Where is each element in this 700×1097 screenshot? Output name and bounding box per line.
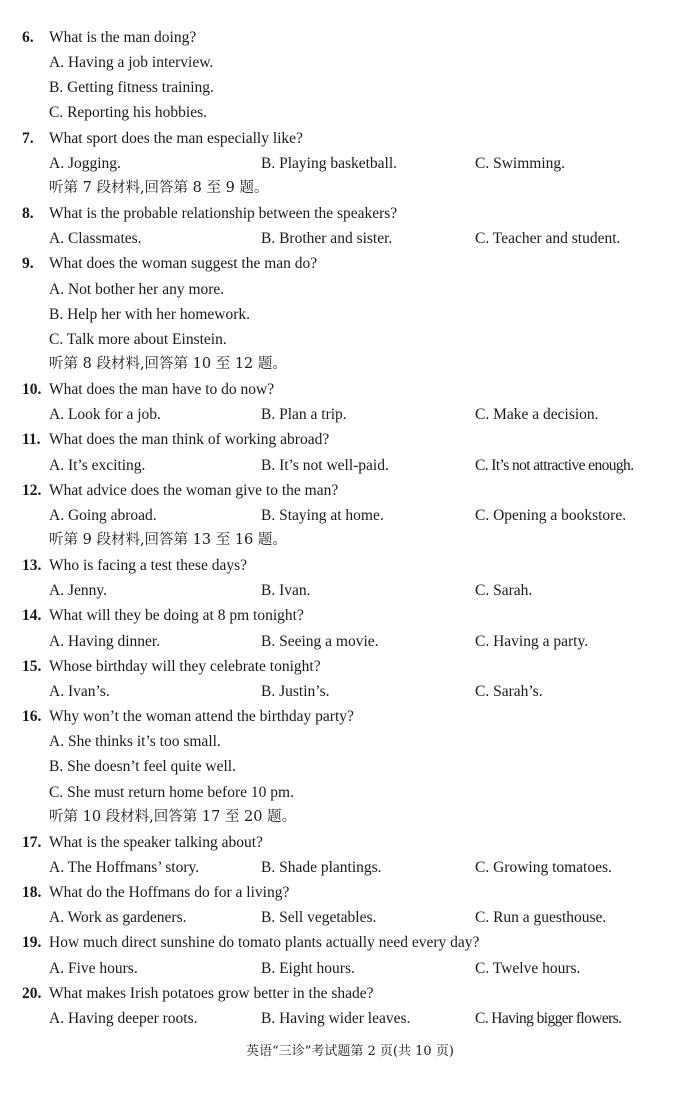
- question-number: 20.: [22, 984, 42, 1002]
- question-text: What makes Irish potatoes grow better in the shade?: [49, 984, 374, 1002]
- answer-option-c: C. Talk more about Einstein.: [49, 330, 227, 348]
- section-instruction: [0, 805, 700, 830]
- options-row: [0, 956, 700, 981]
- answer-option-c: C. Having bigger flowers.: [475, 1009, 622, 1027]
- question-text: What advice does the woman give to the man?: [49, 481, 339, 499]
- answer-option-b: B. Seeing a movie.: [261, 632, 379, 650]
- answer-option-b: B. Playing basketball.: [261, 154, 398, 172]
- options-row: [0, 503, 700, 528]
- question-stem: [0, 553, 700, 578]
- question-text: What does the man think of working abroad?: [49, 431, 330, 449]
- question-text: Why won’t the woman attend the birthday party?: [49, 708, 354, 726]
- answer-option-b: B. Plan a trip.: [261, 406, 347, 424]
- answer-option-a: A. Having a job interview.: [49, 54, 214, 72]
- question-number: 17.: [22, 833, 42, 851]
- question-number: 15.: [22, 657, 42, 675]
- answer-option-c: C. Make a decision.: [475, 406, 599, 424]
- options-row: [0, 151, 700, 176]
- answer-option-b: B. Ivan.: [261, 582, 311, 600]
- section-instruction-text: 听第 9 段材料,回答第 13 至 16 题。: [49, 532, 287, 548]
- question-text: What does the man have to do now?: [49, 381, 275, 399]
- question-text: What do the Hoffmans do for a living?: [49, 884, 290, 902]
- question-number: 8.: [22, 205, 34, 223]
- question-number: 9.: [22, 255, 34, 273]
- answer-option-c: C. Reporting his hobbies.: [49, 104, 208, 122]
- answer-option-c: C. Having a party.: [475, 632, 589, 650]
- answer-option-a: A. Jogging.: [49, 154, 121, 172]
- question-number: 19.: [22, 934, 42, 952]
- answer-option-b: B. Help her with her homework.: [49, 305, 251, 323]
- question-number: 6.: [22, 29, 34, 46]
- answer-option-a: A. Going abroad.: [49, 506, 157, 524]
- answer-option-b: B. Justin’s.: [261, 682, 330, 700]
- question-text: Whose birthday will they celebrate tonight?: [49, 657, 321, 675]
- options-row: [0, 905, 700, 930]
- option-line: [0, 277, 700, 302]
- answer-option-b: B. Getting fitness training.: [49, 79, 214, 97]
- options-row: [0, 453, 700, 478]
- question-text: What will they be doing at 8 pm tonight?: [49, 607, 304, 625]
- question-text: What is the man doing?: [49, 29, 197, 46]
- options-row: [0, 226, 700, 251]
- options-row: [0, 679, 700, 704]
- question-stem: [0, 654, 700, 679]
- answer-option-b: B. Shade plantings.: [261, 858, 382, 876]
- question-stem: [0, 704, 700, 729]
- question-stem: [0, 880, 700, 905]
- options-row: [0, 1006, 700, 1031]
- answer-option-b: B. She doesn’t feel quite well.: [49, 758, 236, 776]
- option-line: [0, 327, 700, 352]
- section-instruction: [0, 352, 700, 377]
- answer-option-c: C. Twelve hours.: [475, 959, 581, 977]
- question-number: 10.: [22, 381, 42, 399]
- answer-option-a: A. Not bother her any more.: [49, 280, 225, 298]
- options-row: [0, 578, 700, 603]
- question-stem: [0, 427, 700, 452]
- question-text: What does the woman suggest the man do?: [49, 255, 318, 273]
- question-stem: [0, 126, 700, 151]
- answer-option-b: B. Having wider leaves.: [261, 1009, 411, 1027]
- page-footer: 英语“三诊”考试题第 2 页(共 10 页): [246, 1044, 454, 1059]
- question-text: How much direct sunshine do tomato plants actually need every day?: [49, 934, 480, 952]
- answer-option-c: C. Sarah.: [475, 582, 533, 600]
- option-line: [0, 729, 700, 754]
- option-line: [0, 302, 700, 327]
- answer-option-a: A. Five hours.: [49, 959, 138, 977]
- answer-option-c: C. Growing tomatoes.: [475, 858, 612, 876]
- answer-option-c: C. It’s not attractive enough.: [475, 456, 634, 474]
- answer-option-a: A. Look for a job.: [49, 406, 161, 424]
- option-line: [0, 75, 700, 100]
- question-number: 11.: [22, 431, 41, 449]
- question-stem: [0, 603, 700, 628]
- question-number: 7.: [22, 129, 34, 147]
- question-text: What is the probable relationship between the speakers?: [49, 205, 398, 223]
- answer-option-a: A. She thinks it’s too small.: [49, 733, 221, 751]
- options-row: [0, 855, 700, 880]
- answer-option-a: A. The Hoffmans’ story.: [49, 858, 200, 876]
- question-stem: [0, 377, 700, 402]
- answer-option-a: A. Having deeper roots.: [49, 1009, 198, 1027]
- option-line: [0, 754, 700, 779]
- question-stem: [0, 830, 700, 855]
- options-row: [0, 402, 700, 427]
- answer-option-c: C. Swimming.: [475, 154, 566, 172]
- answer-option-b: B. Eight hours.: [261, 959, 355, 977]
- answer-option-c: C. Opening a bookstore.: [475, 506, 627, 524]
- question-number: 13.: [22, 557, 42, 575]
- option-line: [0, 780, 700, 805]
- section-instruction-text: 听第 8 段材料,回答第 10 至 12 题。: [49, 355, 287, 372]
- answer-option-a: A. Work as gardeners.: [49, 909, 187, 927]
- answer-option-b: B. Brother and sister.: [261, 230, 393, 248]
- question-text: What sport does the man especially like?: [49, 129, 303, 147]
- answer-option-a: A. Having dinner.: [49, 632, 161, 650]
- answer-option-b: B. Sell vegetables.: [261, 909, 377, 927]
- question-stem: [0, 201, 700, 226]
- question-stem: [0, 25, 700, 50]
- section-instruction-text: 听第 10 段材料,回答第 17 至 20 题。: [49, 808, 297, 825]
- answer-option-a: A. Jenny.: [49, 582, 107, 600]
- option-line: [0, 100, 700, 125]
- question-number: 16.: [22, 708, 42, 726]
- answer-option-c: C. Run a guesthouse.: [475, 909, 607, 927]
- question-stem: [0, 251, 700, 276]
- question-stem: [0, 981, 700, 1006]
- question-stem: [0, 930, 700, 955]
- answer-option-b: B. Staying at home.: [261, 506, 384, 524]
- answer-option-b: B. It’s not well-paid.: [261, 456, 389, 474]
- question-number: 12.: [22, 481, 42, 499]
- answer-option-c: C. She must return home before 10 pm.: [49, 783, 294, 801]
- answer-option-a: A. Classmates.: [49, 230, 142, 248]
- question-number: 18.: [22, 884, 42, 902]
- answer-option-c: C. Sarah’s.: [475, 682, 543, 700]
- option-line: [0, 50, 700, 75]
- answer-option-c: C. Teacher and student.: [475, 230, 621, 248]
- question-number: 14.: [22, 607, 42, 625]
- answer-option-a: A. Ivan’s.: [49, 682, 110, 700]
- question-stem: [0, 478, 700, 503]
- section-instruction: [0, 528, 700, 553]
- question-text: What is the speaker talking about?: [49, 833, 263, 851]
- answer-option-a: A. It’s exciting.: [49, 456, 146, 474]
- question-text: Who is facing a test these days?: [49, 557, 247, 575]
- section-instruction-text: 听第 7 段材料,回答第 8 至 9 题。: [49, 179, 269, 196]
- options-row: [0, 629, 700, 654]
- section-instruction: [0, 176, 700, 201]
